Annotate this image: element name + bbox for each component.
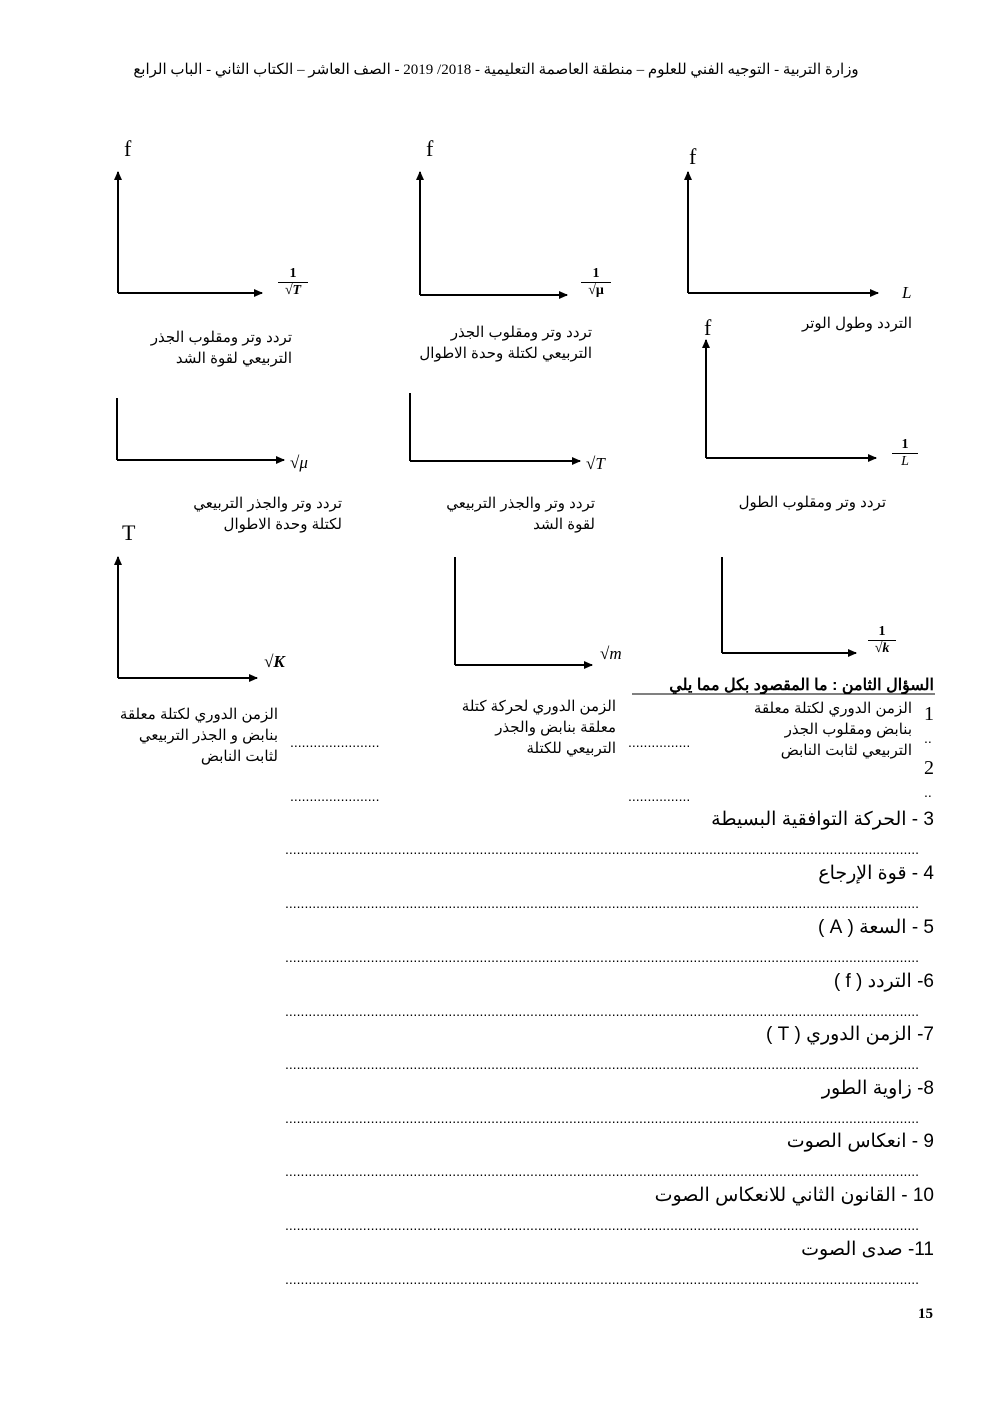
graph-7-caption-line-1: الزمن الدوري لكتلة معلقة (119, 706, 278, 723)
graph-1-caption-line-2: التربيعي لقوة الشد (175, 350, 292, 367)
item-10-answer-line[interactable]: ................................................................................................................................................................... (285, 1217, 920, 1233)
graph-6-x-numerator: 1 (901, 437, 909, 452)
item-3: 3 - الحركة التوافقية البسيطة (711, 809, 934, 830)
item-8: 8- زاوية الطور (821, 1078, 934, 1099)
graph-9-x-denominator: √k (868, 640, 896, 657)
graph-5-x-label: √T (586, 454, 605, 473)
item-6-answer-line[interactable]: ................................................................................................................................................................... (285, 1003, 920, 1019)
graph-2-caption (372, 322, 592, 364)
graph-1-y-label: f (124, 136, 132, 161)
graph-5-caption-line-2: لقوة الشد (533, 516, 595, 533)
item-4: 4 - قوة الإرجاع (818, 863, 934, 884)
graph-8-x-label: √m (600, 644, 622, 663)
graph-7-caption-line-2: بنابض و الجذر التربيعي (138, 727, 278, 744)
graph-3-caption (712, 313, 912, 334)
graph-8-axes (455, 557, 592, 665)
answer-dots-2b[interactable]: ................ (628, 788, 691, 804)
answer-dots-1b[interactable]: ................ (628, 734, 691, 750)
item-7-answer-line[interactable]: ................................................................................................................................................................... (285, 1056, 920, 1072)
graph-3-caption-line-1: التردد وطول الوتر (801, 315, 912, 332)
graph-4-axes (117, 398, 284, 460)
item-5-answer-line[interactable]: ................................................................................................................................................................... (285, 949, 920, 965)
graph-2-y-label: f (426, 136, 434, 161)
item-10: 10 - القانون الثاني للانعكاس الصوت (654, 1185, 934, 1206)
graph-2-x-denominator: √μ (581, 282, 611, 299)
graph-2-caption-line-2: التربيعي لكتلة وحدة الاطوال (419, 345, 592, 362)
item-9: 9 - انعكاس الصوت (786, 1131, 934, 1152)
item-2-number: 2 (924, 757, 934, 779)
graph-4-caption (122, 493, 342, 535)
graph-7-x-label: √K (264, 652, 285, 671)
graph-6-axes (706, 340, 876, 458)
graph-9-caption-line-1: الزمن الدوري لكتلة معلقة (753, 700, 912, 717)
answer-dots-2a[interactable]: ....................... (290, 788, 380, 804)
item-11: 11- صدى الصوت (801, 1239, 934, 1260)
graph-2-axes (420, 172, 567, 295)
item-2-dots: .. (924, 784, 932, 800)
graph-6-y-label: f (704, 315, 712, 340)
graph-6-x-label (892, 437, 918, 470)
graph-9-caption-line-2: بنابض ومقلوب الجذر (784, 721, 912, 738)
item-5: 5 - السعة ( A ) (817, 917, 934, 938)
item-7: 7- الزمن الدوري ( T ) (765, 1024, 934, 1045)
graph-5-caption (375, 493, 595, 535)
graph-4-caption-line-2: لكتلة وحدة الاطوال (223, 516, 342, 533)
item-11-answer-line[interactable]: ................................................................................................................................................................... (285, 1271, 920, 1287)
graph-4-x-label: √μ (290, 453, 308, 472)
graph-3-y-label: f (689, 144, 697, 169)
graph-7-caption (78, 704, 278, 767)
item-9-answer-line[interactable]: ................................................................................................................................................................... (285, 1163, 920, 1179)
graph-7-caption-line-3: لثابت النابض (200, 748, 278, 765)
item-1-number: 1 (924, 703, 934, 725)
graph-1-caption (92, 327, 292, 369)
graph-9-x-numerator: 1 (878, 624, 886, 639)
item-1-dots: .. (924, 730, 932, 746)
item-6: 6- التردد ( f ) (833, 971, 934, 992)
graph-1-x-numerator: 1 (289, 266, 297, 281)
graph-7-axes (118, 557, 257, 678)
graph-8-caption-line-1: الزمن الدوري لحركة كتلة (461, 698, 616, 715)
graph-3-axes (688, 172, 878, 293)
graph-9-caption (712, 698, 912, 761)
answer-dots-1a[interactable]: ....................... (290, 734, 380, 750)
graph-9-caption-line-3: التربيعي لثابت النابض (780, 742, 912, 759)
graph-8-caption-line-3: التربيعي للكتلة (526, 740, 616, 757)
graph-7-y-label: T (122, 520, 136, 545)
graph-2-x-numerator: 1 (592, 266, 600, 281)
graph-3-x-label: L (902, 283, 912, 302)
graph-6-caption-line-1: تردد وتر ومقلوب الطول (738, 494, 886, 511)
graph-2-x-label (581, 266, 611, 299)
item-3-answer-line[interactable]: ................................................................................................................................................................... (285, 841, 920, 857)
graph-9-x-label (868, 624, 896, 657)
graph-1-axes (118, 172, 262, 293)
page-header: وزارة التربية - التوجيه الفني للعلوم – منطقة العاصمة التعليمية - 2018/ 2019 - الصف العاشر – الكتاب الثاني - الباب الرابع (133, 62, 859, 78)
graph-5-caption-line-1: تردد وتر والجذر التربيعي (446, 495, 595, 512)
question-8-title: السؤال الثامن : ما المقصود بكل مما يلي (669, 677, 934, 694)
graph-1-x-label (278, 266, 308, 299)
graph-6-caption (666, 492, 886, 513)
graph-1-caption-line-1: تردد وتر ومقلوب الجذر (150, 329, 292, 346)
item-4-answer-line[interactable]: ................................................................................................................................................................... (285, 895, 920, 911)
graph-2-caption-line-1: تردد وتر ومقلوب الجذر (450, 324, 592, 341)
graph-5-axes (410, 393, 580, 461)
graph-8-caption-line-2: معلقة بنابض والجذر (495, 719, 616, 736)
graph-1-x-denominator: √T (278, 282, 308, 299)
graph-8-caption (416, 696, 616, 759)
graph-9-axes (722, 557, 856, 653)
graph-6-x-denominator: L (892, 453, 918, 470)
graph-4-caption-line-1: تردد وتر والجذر التربيعي (193, 495, 342, 512)
page-number: 15 (918, 1306, 933, 1322)
item-8-answer-line[interactable]: ................................................................................................................................................................... (285, 1110, 920, 1126)
